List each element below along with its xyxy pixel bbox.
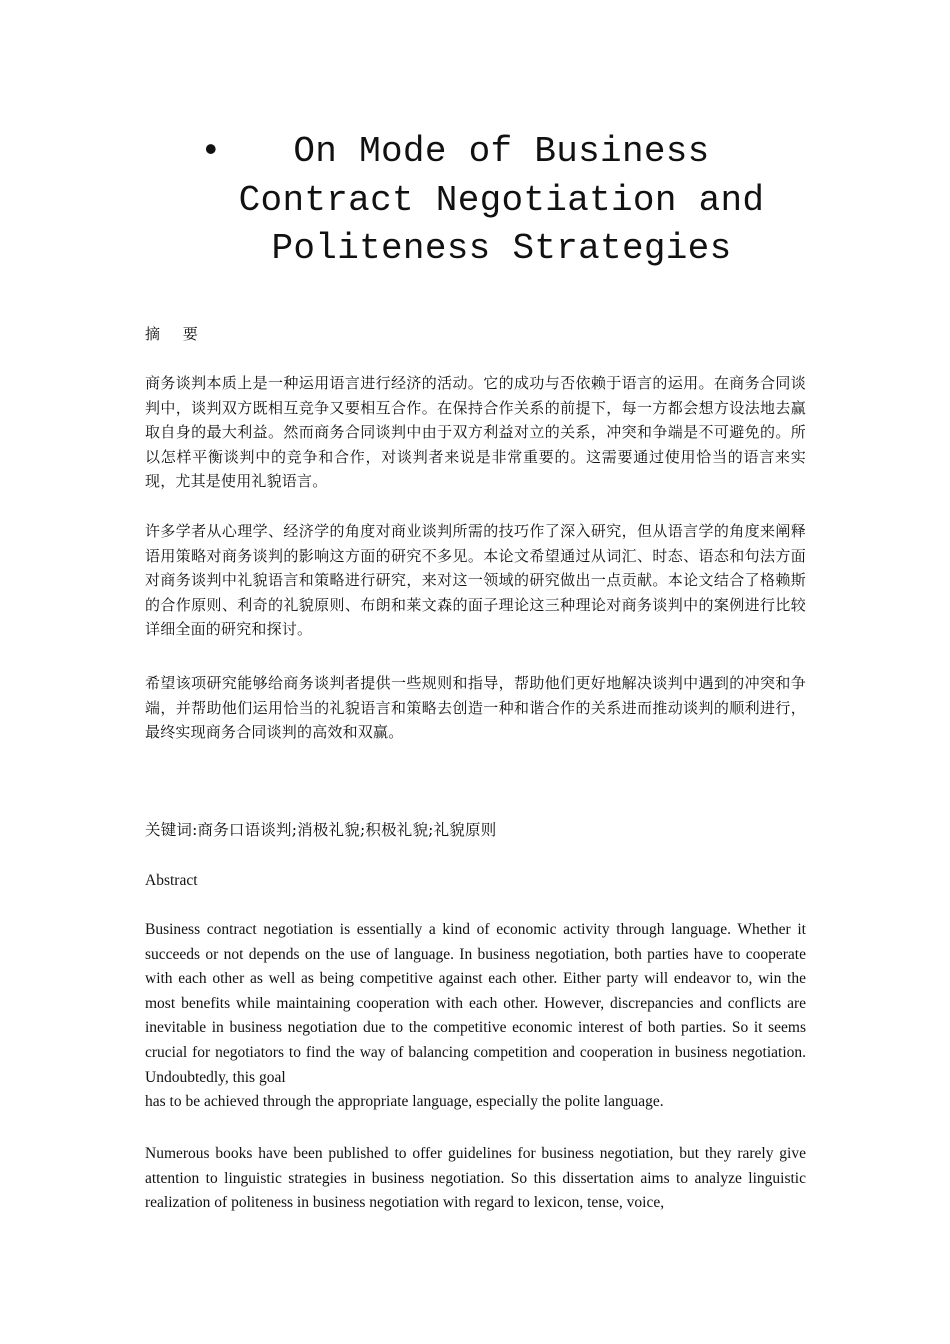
title-block [200,128,800,274]
english-abstract-paragraph-2: Numerous books have been published to offer guidelines for business negotiation, but they rarely give attention to linguistic strategies in business negotiation. So this dissertation aims to analyze linguistic realization of politeness in business negotiation with regard to lexicon, tense, voice, [145,1145,806,1212]
chinese-abstract-heading: 摘 要 [145,325,207,343]
chinese-keywords: 关键词:商务口语谈判;消极礼貌;积极礼貌;礼貌原则 [145,821,497,839]
english-abstract-heading: Abstract [145,872,198,889]
title-bullet: • [200,131,222,172]
document-title: On Mode of Business Contract Negotiation and Politeness Strategies [238,131,765,269]
chinese-abstract-paragraph-2: 许多学者从心理学、经济学的角度对商业谈判所需的技巧作了深入研究，但从语言学的角度来阐释语用策略对商务谈判的影响这方面的研究不多见。本论文希望通过从词汇、时态、语态和句法方面对商务谈判中礼貌语言和策略进行研究，来对这一领域的研究做出一点贡献。本论文结合了格赖斯的合作原则、利奇的礼貌原则、布朗和莱文森的面子理论这三种理论对商务谈判中的案例进行比较详细全面的研究和探讨。 [145,522,806,639]
english-abstract-paragraph-1 [145,918,806,1115]
chinese-abstract-paragraph-3: 希望该项研究能够给商务谈判者提供一些规则和指导，帮助他们更好地解决谈判中遇到的冲突和争端，并帮助他们运用恰当的礼貌语言和策略去创造一种和谐合作的关系进而推动谈判的顺利进行，最终实现商务合同谈判的高效和双赢。 [145,674,806,742]
english-paragraph-1-last-line: has to be achieved through the appropriate language, especially the polite language. [145,1093,664,1111]
english-paragraph-1-main: Business contract negotiation is essentially a kind of economic activity through language. Whether it succeeds or not depends on the use of language. In business negotiation, both parties have to cooperate with each other as well as being competitive against each other. Either party will endeavor to, win the most benefits while maintaining cooperation with each other. However, discrepancies and conflicts are inevitable in business negotiation due to the competitive economic interest of both parties. So it seems crucial for negotiators to find the way of balancing competition and cooperation in business negotiation. Undoubtedly, this goal [145,921,806,1086]
chinese-abstract-paragraph-1: 商务谈判本质上是一种运用语言进行经济的活动。它的成功与否依赖于语言的运用。在商务合同谈判中，谈判双方既相互竞争又要相互合作。在保持合作关系的前提下，每一方都会想方设法地去赢取自身的最大利益。然而商务合同谈判中由于双方利益对立的关系，冲突和争端是不可避免的。所以怎样平衡谈判中的竞争和合作，对谈判者来说是非常重要的。这需要通过使用恰当的语言来实现，尤其是使用礼貌语言。 [145,374,806,491]
